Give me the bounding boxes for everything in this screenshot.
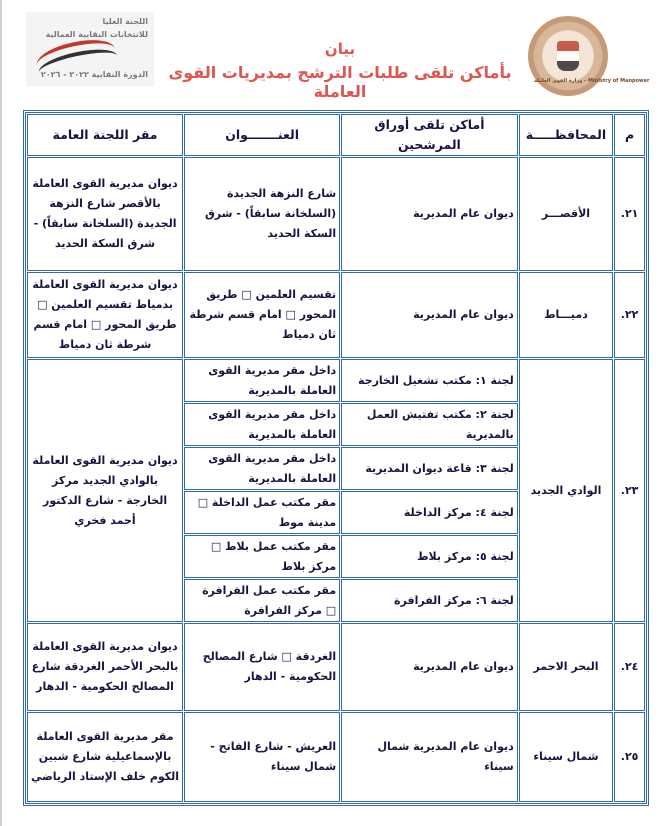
page-edge <box>0 0 2 826</box>
eagle-emblem-icon <box>557 41 579 71</box>
place: لجنة ٣: قاعة ديوان المديرية <box>341 447 518 490</box>
address: داخل مقر مديرية القوى العاملة بالمديرية <box>184 447 340 490</box>
document-title: بيان <box>324 40 356 58</box>
committee: ديوان مديرية القوى العاملة بدمياط تقسيم العلمين □ طريق المحور □ امام قسم شرطة ثان دمياط <box>27 272 183 358</box>
row-number: ٢٢. <box>614 272 645 358</box>
place: ديوان عام المديرية <box>341 623 518 711</box>
address: شارع النزهة الجديدة (السلخانة سابقاً) - شرق السكة الحديد <box>184 157 340 271</box>
row-number: ٢٤. <box>614 623 645 711</box>
place: ديوان عام المديرية شمال سيناء <box>341 712 518 802</box>
table-row <box>27 157 645 271</box>
logo-line1: اللجنة العليا <box>102 17 148 26</box>
table-header-row <box>27 114 645 156</box>
place: لجنة ١: مكتب تشغيل الخارجة <box>341 359 518 402</box>
place: لجنة ٥: مركز بلاط <box>341 535 518 578</box>
committee: ديوان مديرية القوى العاملة بالبحر الأحمر الغردقة شارع المصالح الحكومية - الدهار <box>27 623 183 711</box>
governorate: شمال سيناء <box>519 712 613 802</box>
governorate: الوادي الجديد <box>519 359 613 622</box>
ministry-of-manpower-seal <box>528 16 650 96</box>
col-places: أماكن تلقى أوراق المرشحين <box>341 114 518 156</box>
address: مقر مكتب عمل الداخلة □ مدينة موط <box>184 491 340 534</box>
governorate: البحر الاحمر <box>519 623 613 711</box>
committee: مقر مديرية القوى العاملة بالإسماعيلية شارع شبين الكوم خلف الإستاد الرياضي <box>27 712 183 802</box>
place: لجنة ٢: مكتب تفتيش العمل بالمديرية <box>341 403 518 446</box>
address: تقسيم العلمين □ طريق المحور □ امام قسم شرطة ثان دمياط <box>184 272 340 358</box>
table-row <box>27 272 645 358</box>
table-row <box>27 359 645 402</box>
table-row <box>27 712 645 802</box>
committee: ديوان مديرية القوى العاملة بالأقصر شارع النزهة الجديدة (السلخانة سابقاً) - شرق السكة الحديد <box>27 157 183 271</box>
address: مقر مكتب عمل بلاط □ مركز بلاط <box>184 535 340 578</box>
document-subtitle: بأماكن تلقى طلبات الترشح بمديريات القوى العاملة <box>168 63 512 101</box>
address: داخل مقر مديرية القوى العاملة بالمديرية <box>184 359 340 402</box>
address: العريش - شارع الفاتح - شمال سيناء <box>184 712 340 802</box>
row-number: ٢٥. <box>614 712 645 802</box>
place: لجنة ٦: مركز الفرافرة <box>341 579 518 622</box>
governorate: دميـــاط <box>519 272 613 358</box>
logo-line2: للانتخابات النقابية العمالية <box>45 30 148 39</box>
committee: ديوان مديرية القوى العاملة بالوادي الجديد مركز الخارجة - شارع الدكتور أحمد فخري <box>27 359 183 622</box>
elections-committee-logo <box>26 12 154 86</box>
place: لجنة ٤: مركز الداخلة <box>341 491 518 534</box>
locations-table <box>23 110 649 806</box>
table-row <box>27 623 645 711</box>
place: ديوان عام المديرية <box>341 272 518 358</box>
address: داخل مقر مديرية القوى العاملة بالمديرية <box>184 403 340 446</box>
row-number: ٢١. <box>614 157 645 271</box>
address: الغردقة □ شارع المصالح الحكومية - الدهار <box>184 623 340 711</box>
governorate: الأقصـــر <box>519 157 613 271</box>
col-committee: مقر اللجنة العامة <box>27 114 183 156</box>
place: ديوان عام المديرية <box>341 157 518 271</box>
col-governorate: المحافظـــــة <box>519 114 613 156</box>
seal-text: وزارة القوى العاملة - Ministry of Manpower <box>534 78 650 84</box>
col-number: م <box>614 114 645 156</box>
logo-line3: الدورة النقابية ٢٠٢٢ - ٢٠٢٦ <box>40 70 148 79</box>
row-number: ٢٣. <box>614 359 645 622</box>
col-address: العنـــــــوان <box>184 114 340 156</box>
address: مقر مكتب عمل الفرافرة □ مركز الفرافرة <box>184 579 340 622</box>
